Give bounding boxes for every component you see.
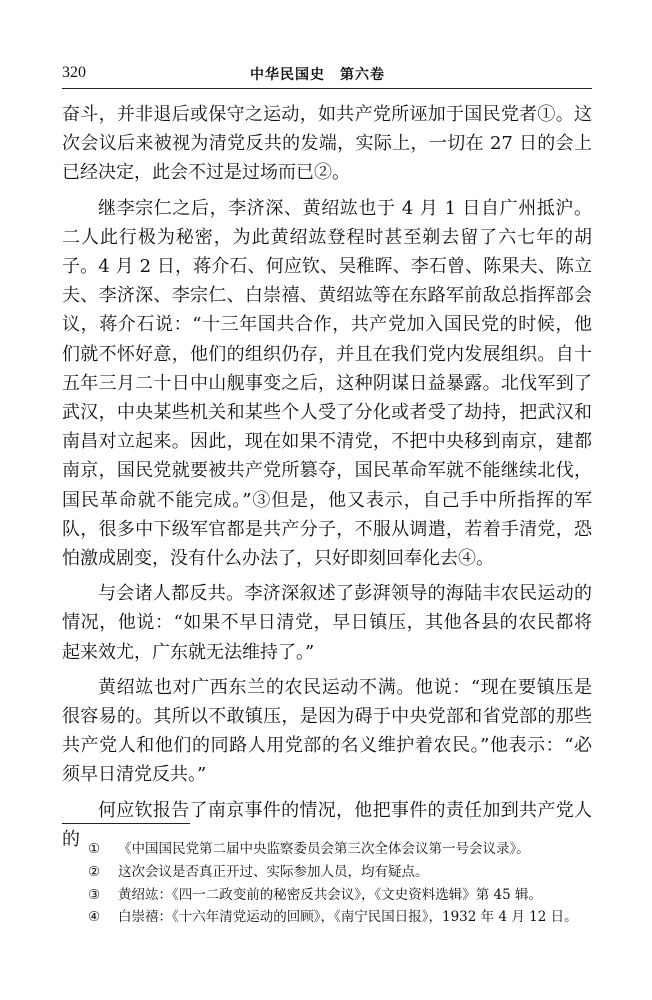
page-header bbox=[62, 64, 592, 88]
footnote-mark: ① bbox=[88, 841, 101, 857]
footnote-mark: ③ bbox=[88, 886, 101, 903]
footnote bbox=[88, 838, 588, 861]
footnote-text: 黄绍竑：《四一二政变前的秘密反共会议》，《文史资料选辑》第 45 辑。 bbox=[118, 886, 543, 903]
body-text bbox=[62, 100, 592, 860]
footnote-text: 这次会议是否真正开过、实际参加人员，均有疑点。 bbox=[118, 863, 429, 880]
footnote-mark: ② bbox=[88, 863, 101, 880]
footnote bbox=[88, 906, 588, 929]
paragraph: 与会诸人都反共。李济深叙述了彭湃领导的海陆丰农民运动的情况，他说：“如果不早日清党，早日镇压，其他各县的农民都将起来效尤，广东就无法维持了。” bbox=[62, 583, 592, 663]
page-number: 320 bbox=[62, 64, 86, 81]
footnote-mark: ④ bbox=[88, 909, 101, 926]
paragraph: 何应钦报告了南京事件的情况，他把事件的责任加到共产党人的 bbox=[62, 799, 592, 850]
footnote-text: 《中国国民党第二届中央监察委员会第三次全体会议第一号会议录》。 bbox=[118, 841, 530, 857]
footnotes bbox=[88, 838, 588, 929]
footnote-text: 白崇禧：《十六年清党运动的回顾》，《南宁民国日报》，1932 年 4 月 12 日。 bbox=[118, 909, 578, 926]
running-title: 中华民国史 第六卷 bbox=[250, 67, 385, 83]
footnote-rule bbox=[62, 823, 190, 824]
footnote bbox=[88, 861, 588, 884]
paragraph: 继李宗仁之后，李济深、黄绍竑也于 4 月 1 日自广州抵沪。二人此行极为秘密，为此黄绍竑登程时甚至剃去留了六七年的胡子。4 月 2 日，蒋介石、何应钦、吴稚晖、李石曾、陈果夫、陈立夫、李济深、李宗仁、白崇禧、黄绍竑等在东路军前敌总指挥部会议，蒋介石说：“十三年国共合作，共产党加入国民党的时候，他们就不怀好意，他们的组织仍存，并且在我们党内发展组织。自十五年三月二十日中山舰事变之后，这种阴谋日益暴露。北伐军到了武汉，中央某些机关和某些个人受了分化或者受了劫持，把武汉和南昌对立起来。因此，现在如果不清党，不把中央移到南京，建都南京，国民党就要被共产党所篡夺，国民革命军就不能继续北伐，国民革命就不能完成。”③但是，他又表示，自己手中所指挥的军队，很多中下级军官都是共产分子，不服从调遣，若着手清党，恐怕激成剧变，没有什么办法了，只好即刻回奉化去④。 bbox=[62, 197, 592, 570]
header-rule bbox=[62, 88, 592, 89]
footnote bbox=[88, 884, 588, 907]
paragraph: 奋斗，并非退后或保守之运动，如共产党所诬加于国民党者①。这次会议后来被视为清党反共的发端，实际上，一切在 27 日的会上已经决定，此会不过是过场而已②。 bbox=[62, 104, 592, 184]
paragraph: 黄绍竑也对广西东兰的农民运动不满。他说：“现在要镇压是很容易的。其所以不敢镇压，是因为碍于中央党部和省党部的那些共产党人和他们的同路人用党部的名义维护着农民。”他表示：“必须早日清党反共。” bbox=[62, 676, 592, 786]
